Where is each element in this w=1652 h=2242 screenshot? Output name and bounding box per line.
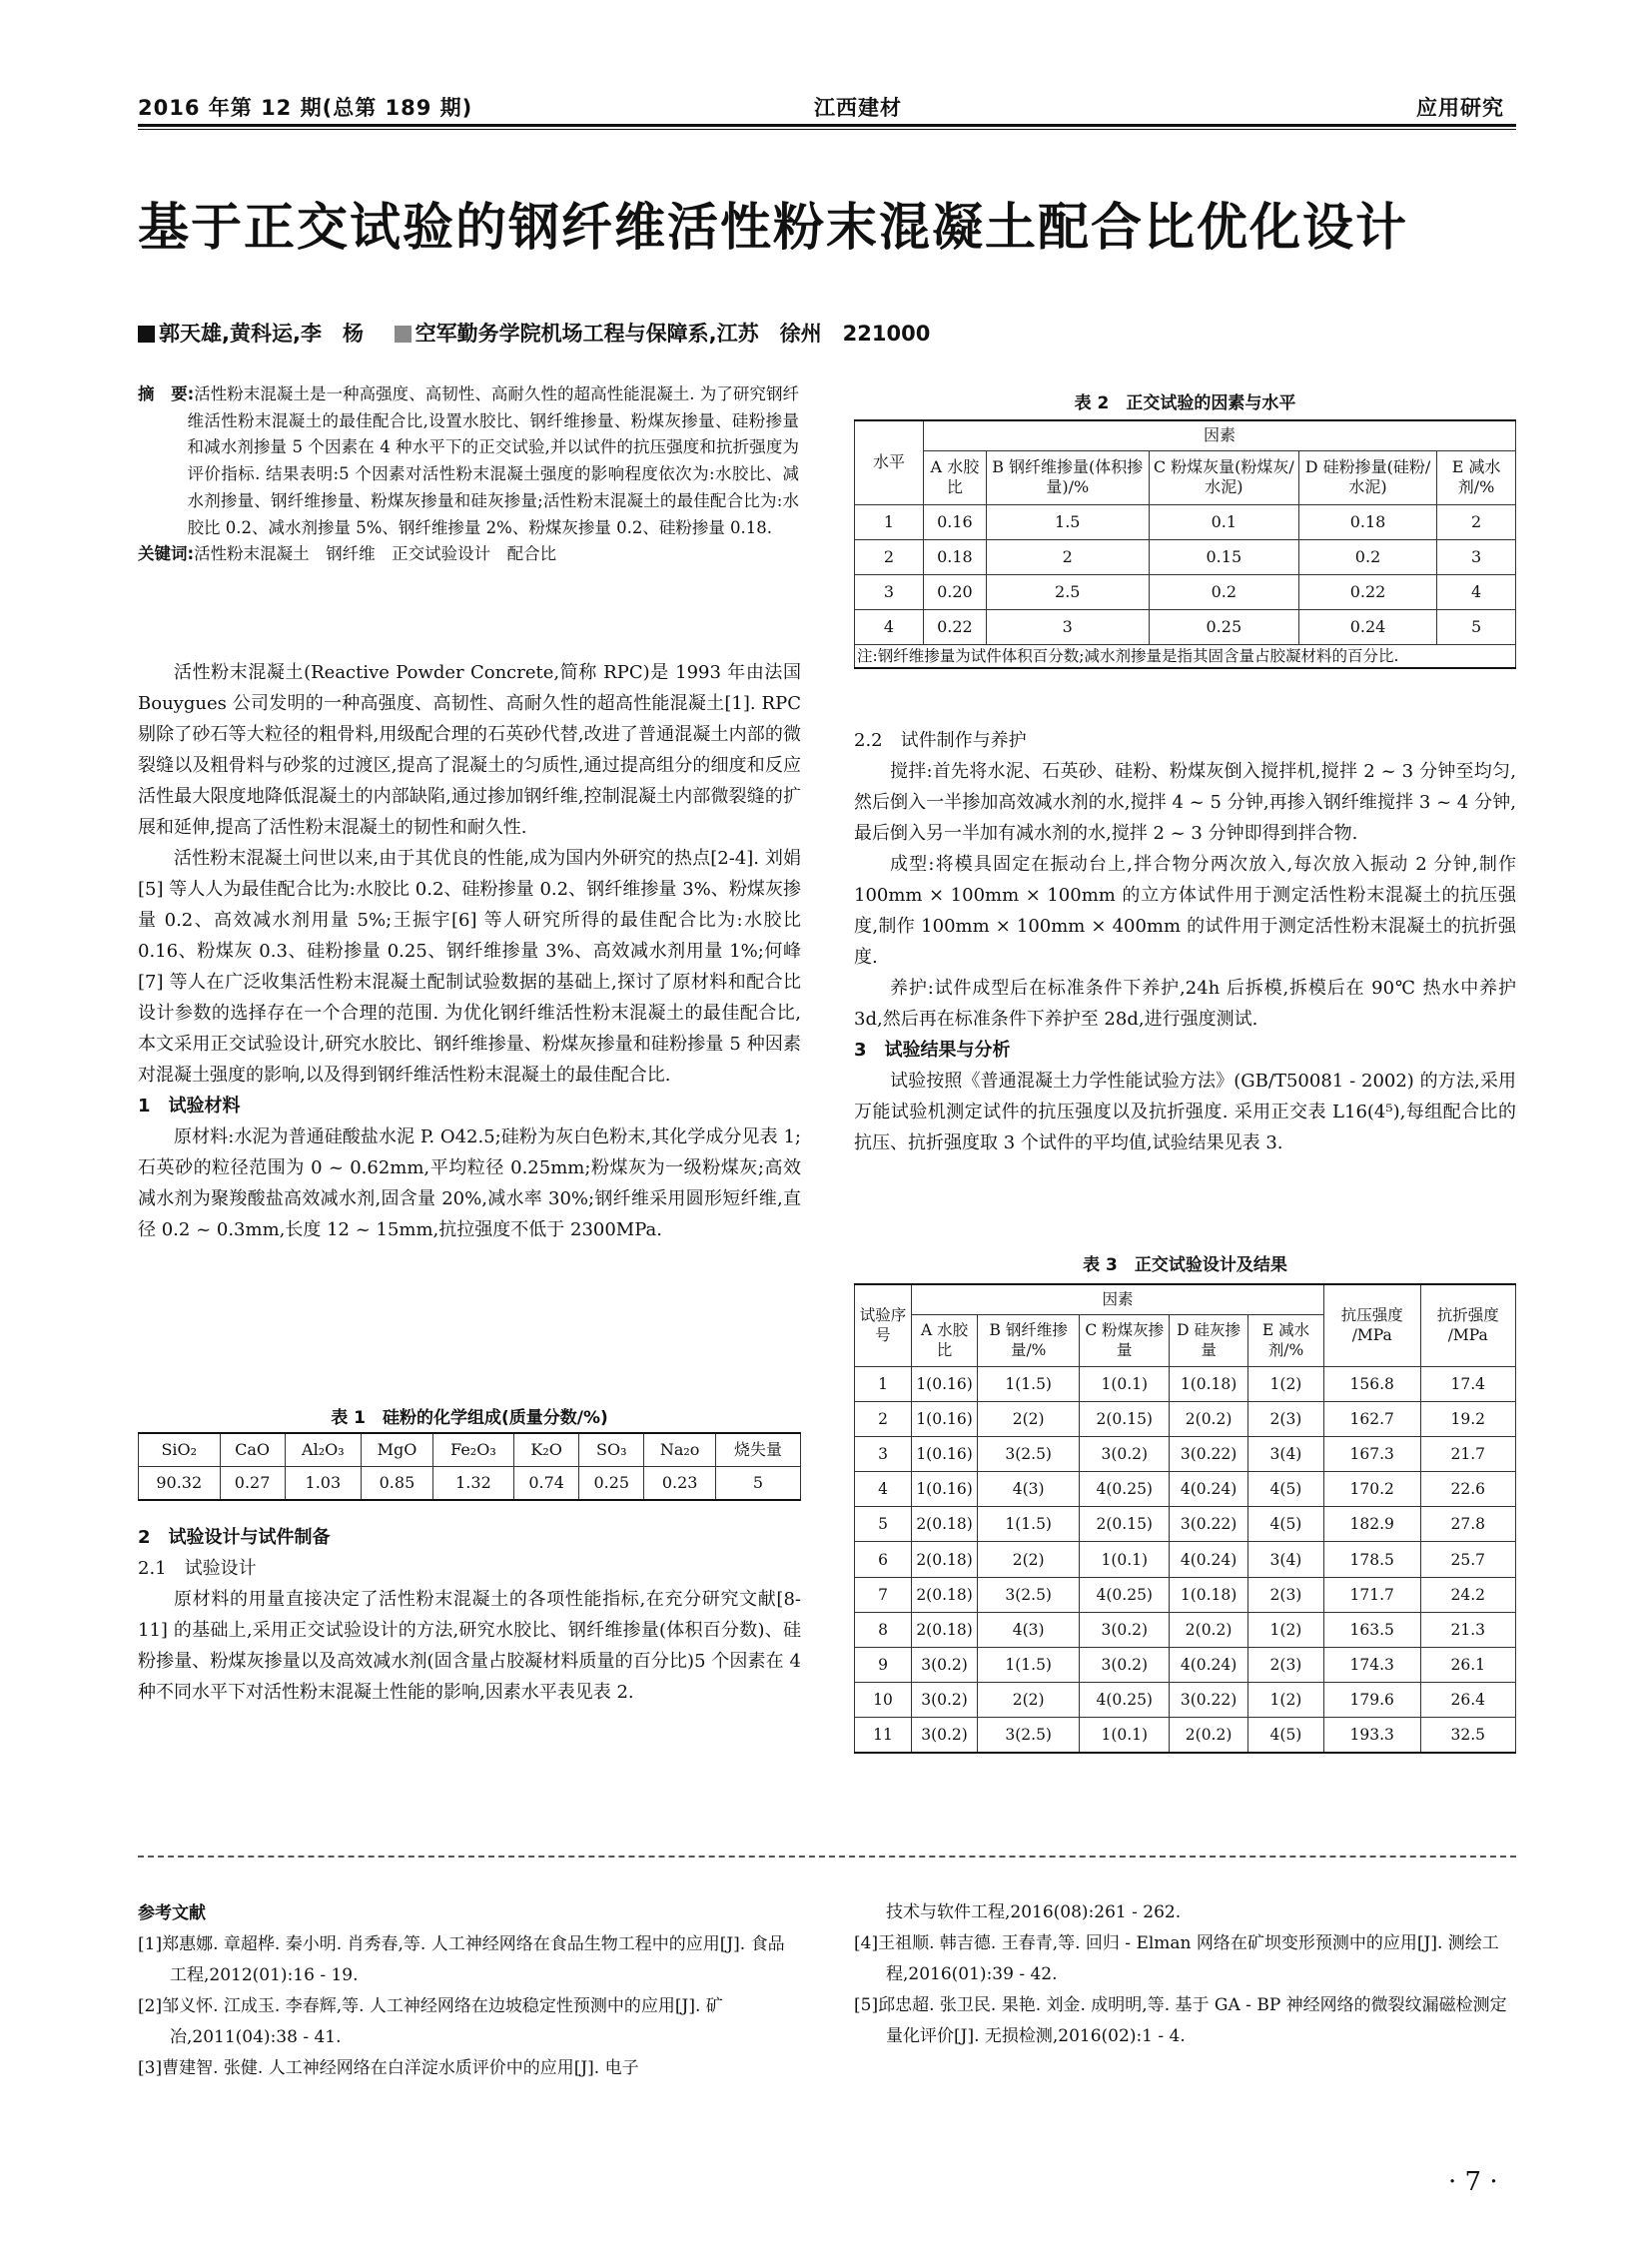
header-rule — [138, 124, 1516, 127]
table-cell: 3(0.2) — [912, 1683, 978, 1718]
table-cell: 182.9 — [1323, 1507, 1420, 1542]
table-cell: 3(0.2) — [1080, 1612, 1170, 1647]
table-cell: 3(0.2) — [912, 1648, 978, 1683]
table-cell: 3 — [855, 1436, 912, 1471]
table-1-value-cell: 0.27 — [220, 1467, 285, 1501]
grey-square-icon — [395, 326, 412, 343]
table-cell: 2(0.18) — [912, 1507, 978, 1542]
section-2-1-heading: 2.1 试验设计 — [138, 1558, 257, 1579]
table-cell: 27.8 — [1420, 1507, 1516, 1542]
section-3-heading: 3 试验结果与分析 — [854, 1040, 1011, 1061]
table-row — [855, 1401, 1516, 1436]
table-cell: 19.2 — [1420, 1401, 1516, 1436]
table-2-group-header: 因素 — [924, 420, 1516, 450]
table-cell: 2(0.2) — [1170, 1718, 1248, 1753]
curing-paragraph: 养护:试件成型后在标准条件下养护,24h 后拆模,拆模后在 90℃ 热水中养护 3d,然后再在标准条件下养护至 28d,进行强度测试. — [854, 978, 1516, 1030]
table-cell: 6 — [855, 1542, 912, 1577]
table-cell: 2 — [855, 1401, 912, 1436]
table-1-header-cell: CaO — [220, 1433, 285, 1467]
table-cell: 2(0.18) — [912, 1577, 978, 1612]
table-cell: 162.7 — [1323, 1401, 1420, 1436]
table-3 — [854, 1247, 1516, 1754]
table-1-header-row — [139, 1433, 801, 1467]
table-row — [855, 1718, 1516, 1753]
table-3-factor-header: D 硅灰掺量 — [1170, 1314, 1248, 1366]
table-cell: 1(0.18) — [1170, 1366, 1248, 1401]
table-3-grid — [854, 1283, 1516, 1754]
table-row — [855, 574, 1516, 609]
table-cell: 4(0.24) — [1170, 1542, 1248, 1577]
table-2-factor-header: E 减水剂/% — [1437, 450, 1516, 504]
table-cell: 4(0.25) — [1080, 1683, 1170, 1718]
table-cell: 0.2 — [1149, 574, 1298, 609]
table-cell: 1(0.1) — [1080, 1366, 1170, 1401]
table-cell: 0.22 — [1298, 574, 1436, 609]
table-cell: 2(2) — [978, 1401, 1080, 1436]
section-1-heading: 1 试验材料 — [138, 1096, 241, 1117]
table-2-note: 注:钢纤维掺量为试件体积百分数;减水剂掺量是指其固含量占胶凝材料的百分比. — [855, 644, 1516, 668]
reference-item: [1]郑惠娜. 章超桦. 秦小明. 肖秀春,等. 人工神经网络在食品生物工程中的应用[J]. 食品工程,2012(01):16 - 19. — [138, 1934, 785, 1985]
table-cell: 174.3 — [1323, 1648, 1420, 1683]
table-1-header-cell: MgO — [362, 1433, 433, 1467]
table-cell: 3(4) — [1247, 1542, 1323, 1577]
table-1-header-cell: SO₃ — [579, 1433, 644, 1467]
table-1-value-cell: 0.23 — [644, 1467, 716, 1501]
table-cell: 11 — [855, 1718, 912, 1753]
abstract-block — [138, 381, 799, 568]
table-2-factor-header: B 钢纤维掺量(体积掺量)/% — [986, 450, 1149, 504]
table-cell: 3(0.2) — [912, 1718, 978, 1753]
table-1-value-cell: 0.25 — [579, 1467, 644, 1501]
table-cell: 0.25 — [1149, 609, 1298, 644]
table-cell: 0.16 — [924, 504, 987, 539]
table-2-header-row — [855, 450, 1516, 504]
table-cell: 0.20 — [924, 574, 987, 609]
table-cell: 4 — [855, 609, 924, 644]
abstract-label: 摘 要: — [138, 384, 195, 403]
table-cell: 3(2.5) — [978, 1436, 1080, 1471]
table-cell: 1.5 — [986, 504, 1149, 539]
table-row — [855, 609, 1516, 644]
references-left — [138, 1897, 797, 2084]
table-cell: 1(1.5) — [978, 1507, 1080, 1542]
table-cell: 4(0.25) — [1080, 1472, 1170, 1507]
keywords-text: 活性粉末混凝土 钢纤维 正交试验设计 配合比 — [194, 544, 557, 564]
table-cell: 2(0.18) — [912, 1612, 978, 1647]
table-1 — [138, 1404, 801, 1501]
table-cell: 3(0.2) — [1080, 1436, 1170, 1471]
table-1-caption: 表 1 硅粉的化学组成(质量分数/%) — [331, 1408, 608, 1428]
table-cell: 2(2) — [978, 1542, 1080, 1577]
table-3-flexural-header: 抗折强度 /MPa — [1420, 1284, 1516, 1366]
table-cell: 4(0.25) — [1080, 1577, 1170, 1612]
table-1-header-cell: Na₂o — [644, 1433, 716, 1467]
journal-name: 江西建材 — [814, 96, 902, 120]
references-right — [854, 1897, 1516, 2052]
table-cell: 2(0.15) — [1080, 1507, 1170, 1542]
right-body — [854, 725, 1516, 1158]
table-cell: 8 — [855, 1612, 912, 1647]
table-cell: 179.6 — [1323, 1683, 1420, 1718]
table-cell: 26.1 — [1420, 1648, 1516, 1683]
table-cell: 2(0.2) — [1170, 1401, 1248, 1436]
table-3-factor-header: C 粉煤灰掺量 — [1080, 1314, 1170, 1366]
table-cell: 7 — [855, 1577, 912, 1612]
table-cell: 4(5) — [1247, 1472, 1323, 1507]
table-cell: 193.3 — [1323, 1718, 1420, 1753]
table-cell: 32.5 — [1420, 1718, 1516, 1753]
section-2-heading: 2 试验设计与试件制备 — [138, 1527, 331, 1548]
table-cell: 167.3 — [1323, 1436, 1420, 1471]
table-cell: 0.2 — [1298, 539, 1436, 574]
reference-item: [2]邹义怀. 江成玉. 李春辉,等. 人工神经网络在边坡稳定性预测中的应用[J]. 矿冶,2011(04):38 - 41. — [138, 1996, 723, 2047]
table-1-header-cell: Al₂O₃ — [285, 1433, 361, 1467]
table-3-caption: 表 3 正交试验设计及结果 — [1083, 1255, 1287, 1275]
table-row — [855, 539, 1516, 574]
table-cell: 0.15 — [1149, 539, 1298, 574]
table-1-value-cell: 5 — [715, 1467, 800, 1501]
table-cell: 21.7 — [1420, 1436, 1516, 1471]
table-cell: 3(0.22) — [1170, 1436, 1248, 1471]
table-row — [855, 1472, 1516, 1507]
table-3-factor-header: E 减水剂/% — [1247, 1314, 1323, 1366]
table-cell: 2(3) — [1247, 1577, 1323, 1612]
table-2-caption: 表 2 正交试验的因素与水平 — [1074, 393, 1296, 413]
table-cell: 4(5) — [1247, 1507, 1323, 1542]
table-cell: 0.18 — [924, 539, 987, 574]
table-cell: 3(2.5) — [978, 1577, 1080, 1612]
table-cell: 1(2) — [1247, 1612, 1323, 1647]
table-1-value-cell: 1.03 — [285, 1467, 361, 1501]
table-2-factor-header: C 粉煤灰量(粉煤灰/水泥) — [1149, 450, 1298, 504]
article-title: 基于正交试验的钢纤维活性粉末混凝土配合比优化设计 — [138, 199, 1409, 258]
forming-paragraph: 成型:将模具固定在振动台上,拌合物分两次放入,每次放入振动 2 分钟,制作 100mm × 100mm × 100mm 的立方体试件用于测定活性粉末混凝土的抗压强度,制作 100mm × 100mm × 400mm 的试件用于测定活性粉末混凝土的抗折强度. — [854, 854, 1516, 968]
table-cell: 2(0.15) — [1080, 1401, 1170, 1436]
table-cell: 3(4) — [1247, 1436, 1323, 1471]
affiliation: 空军勤务学院机场工程与保障系,江苏 徐州 221000 — [414, 322, 931, 346]
table-cell: 26.4 — [1420, 1683, 1516, 1718]
table-cell: 4 — [1437, 574, 1516, 609]
reference-item: [4]王祖顺. 韩吉德. 王春青,等. 回归 - Elman 网络在矿坝变形预测中的应用[J]. 测绘工程,2016(01):39 - 42. — [854, 1933, 1499, 1984]
table-cell: 24.2 — [1420, 1577, 1516, 1612]
mixing-paragraph: 搅拌:首先将水泥、石英砂、硅粉、粉煤灰倒入搅拌机,搅拌 2 ~ 3 分钟至均匀,然后倒入一半掺加高效减水剂的水,搅拌 4 ~ 5 分钟,再掺入钢纤维搅拌 3 ~ 4 分钟,最后倒入另一半加有减水剂的水,搅拌 2 ~ 3 分钟即得到拌合物. — [854, 761, 1516, 844]
author-line — [138, 318, 930, 348]
table-row — [855, 504, 1516, 539]
results-paragraph: 试验按照《普通混凝土力学性能试验方法》(GB/T50081 - 2002) 的方法,采用万能试验机测定试件的抗压强度以及抗折强度. 采用正交表 L16(4⁵),每组配合比的抗压、抗折强度取 3 个试件的平均值,试验结果见表 3. — [854, 1071, 1516, 1153]
keywords-label: 关键词: — [138, 544, 195, 564]
table-1-grid — [138, 1432, 801, 1501]
table-3-index-header: 试验序号 — [855, 1284, 912, 1366]
table-cell: 3(0.22) — [1170, 1507, 1248, 1542]
table-3-group-header: 因素 — [912, 1284, 1324, 1314]
table-row — [855, 1648, 1516, 1683]
table-cell: 3(0.2) — [1080, 1648, 1170, 1683]
left-body-2 — [138, 1522, 801, 1708]
reference-item: [3]曹建智. 张健. 人工神经网络在白洋淀水质评价中的应用[J]. 电子 — [138, 2058, 639, 2078]
table-cell: 2(0.2) — [1170, 1612, 1248, 1647]
table-1-value-cell: 1.32 — [432, 1467, 513, 1501]
table-cell: 163.5 — [1323, 1612, 1420, 1647]
table-cell: 171.7 — [1323, 1577, 1420, 1612]
table-row — [855, 1542, 1516, 1577]
table-1-value-cell: 90.32 — [139, 1467, 221, 1501]
table-cell: 1 — [855, 1366, 912, 1401]
black-square-icon — [138, 326, 155, 343]
table-cell: 5 — [855, 1507, 912, 1542]
table-cell: 2(3) — [1247, 1648, 1323, 1683]
table-cell: 0.18 — [1298, 504, 1436, 539]
author-names: 郭天雄,黄科运,李 杨 — [159, 322, 364, 346]
table-cell: 3 — [855, 574, 924, 609]
table-cell: 0.22 — [924, 609, 987, 644]
table-cell: 25.7 — [1420, 1542, 1516, 1577]
issue-info: 2016 年第 12 期(总第 189 期) — [138, 96, 473, 120]
section-2-1-paragraph: 原材料的用量直接决定了活性粉末混凝土的各项性能指标,在充分研究文献[8-11] 的基础上,采用正交试验设计的方法,研究水胶比、钢纤维掺量(体积百分数)、硅粉掺量、粉煤灰掺量以及高效减水剂(固含量占胶凝材料质量的百分比)5 个因素在 4 种不同水平下对活性粉末混凝土性能的影响,因素水平表见表 2. — [138, 1589, 801, 1703]
table-cell: 4(3) — [978, 1472, 1080, 1507]
table-cell: 10 — [855, 1683, 912, 1718]
reference-continuation: 技术与软件工程,2016(08):261 - 262. — [886, 1902, 1182, 1922]
references-title: 参考文献 — [138, 1903, 206, 1923]
table-1-header-cell: SiO₂ — [139, 1433, 221, 1467]
table-row — [855, 1612, 1516, 1647]
table-cell: 1 — [855, 504, 924, 539]
table-cell: 0.1 — [1149, 504, 1298, 539]
table-cell: 4(3) — [978, 1612, 1080, 1647]
dashed-separator — [138, 1856, 1516, 1858]
table-cell: 3(0.22) — [1170, 1683, 1248, 1718]
table-3-compressive-header: 抗压强度 /MPa — [1323, 1284, 1420, 1366]
section-2-2-heading: 2.2 试件制作与养护 — [854, 730, 1027, 751]
table-cell: 4 — [855, 1472, 912, 1507]
table-cell: 1(0.16) — [912, 1436, 978, 1471]
table-1-header-cell: 烧失量 — [715, 1433, 800, 1467]
table-cell: 22.6 — [1420, 1472, 1516, 1507]
table-row — [855, 1366, 1516, 1401]
table-cell: 2(3) — [1247, 1401, 1323, 1436]
table-1-value-row — [139, 1467, 801, 1501]
table-2-level-header: 水平 — [855, 420, 924, 504]
table-cell: 1(0.16) — [912, 1472, 978, 1507]
table-2 — [854, 387, 1516, 669]
table-cell: 1(0.16) — [912, 1366, 978, 1401]
table-cell: 0.24 — [1298, 609, 1436, 644]
table-3-factor-header: B 钢纤维掺量/% — [978, 1314, 1080, 1366]
header-rule-thin — [138, 129, 1516, 130]
table-1-value-cell: 0.85 — [362, 1467, 433, 1501]
section-1-paragraph: 原材料:水泥为普通硅酸盐水泥 P. O42.5;硅粉为灰白色粉末,其化学成分见表 1;石英砂的粒径范围为 0 ~ 0.62mm,平均粒径 0.25mm;粉煤灰为一级粉煤灰;高效减水剂为聚羧酸盐高效减水剂,固含量 20%,减水率 30%;钢纤维采用圆形短纤维,直径 0.2 ~ 0.3mm,长度 12 ~ 15mm,抗拉强度不低于 2300MPa. — [138, 1126, 801, 1240]
left-body — [138, 657, 801, 1245]
table-cell: 3 — [1437, 539, 1516, 574]
table-cell: 170.2 — [1323, 1472, 1420, 1507]
table-cell: 2 — [986, 539, 1149, 574]
table-cell: 1(1.5) — [978, 1648, 1080, 1683]
table-cell: 1(2) — [1247, 1366, 1323, 1401]
table-cell: 5 — [1437, 609, 1516, 644]
table-cell: 178.5 — [1323, 1542, 1420, 1577]
intro-paragraph-2: 活性粉末混凝土问世以来,由于其优良的性能,成为国内外研究的热点[2-4]. 刘娟[5] 等人人为最佳配合比为:水胶比 0.2、硅粉掺量 0.2、钢纤维掺量 3%、粉煤灰掺量 0.2、高效减水剂用量 5%;王振宇[6] 等人研究所得的最佳配合比为:水胶比 0.16、粉煤灰 0.3、硅粉掺量 0.25、钢纤维掺量 3%、高效减水剂用量 1%;何峰[7] 等人在广泛收集活性粉末混凝土配制试验数据的基础上,探讨了原材料和配合比设计参数的选择存在一个合理的范围. 为优化钢纤维活性粉末混凝土的最佳配合比,本文采用正交试验设计,研究水胶比、钢纤维掺量、粉煤灰掺量和硅粉掺量 5 种因素对混凝土强度的影响,以及得到钢纤维活性粉末混凝土的最佳配合比. — [138, 848, 801, 1086]
table-1-header-cell: K₂O — [514, 1433, 579, 1467]
table-row — [855, 1577, 1516, 1612]
table-row — [855, 1436, 1516, 1471]
table-1-header-cell: Fe₂O₃ — [432, 1433, 513, 1467]
page-number: · 7 · — [1448, 2167, 1498, 2197]
table-2-factor-header: D 硅粉掺量(硅粉/水泥) — [1298, 450, 1436, 504]
table-3-factor-header: A 水胶比 — [912, 1314, 978, 1366]
table-cell: 3 — [986, 609, 1149, 644]
table-row — [855, 1507, 1516, 1542]
table-cell: 4(0.24) — [1170, 1472, 1248, 1507]
table-cell: 2(2) — [978, 1683, 1080, 1718]
table-cell: 1(2) — [1247, 1683, 1323, 1718]
table-2-grid — [854, 419, 1516, 669]
intro-paragraph-1: 活性粉末混凝土(Reactive Powder Concrete,简称 RPC)是 1993 年由法国 Bouygues 公司发明的一种高强度、高韧性、高耐久性的超高性能混凝土[1]. RPC 剔除了砂石等大粒径的粗骨料,用级配合理的石英砂代替,改进了普通混凝土内部的微裂缝以及粗骨料与砂浆的过渡区,提高了混凝土的匀质性,通过提高组分的细度和反应活性最大限度地降低混凝土的内部缺陷,通过掺加钢纤维,控制混凝土内部微裂缝的扩展和延伸,提高了活性粉末混凝土的韧性和耐久性. — [138, 662, 801, 838]
abstract-text: 活性粉末混凝土是一种高强度、高韧性、高耐久性的超高性能混凝土. 为了研究钢纤维活性粉末混凝土的最佳配合比,设置水胶比、钢纤维掺量、粉煤灰掺量、硅粉掺量和减水剂掺量 5 个因素在 4 种水平下的正交试验,并以试件的抗压强度和抗折强度为评价指标. 结果表明:5 个因素对活性粉末混凝土强度的影响程度依次为:水胶比、减水剂掺量、钢纤维掺量、粉煤灰掺量和硅灰掺量;活性粉末混凝土的最佳配合比为:水胶比 0.2、减水剂掺量 5%、钢纤维掺量 2%、粉煤灰掺量 0.2、硅粉掺量 0.18. — [187, 384, 799, 537]
table-cell: 1(0.18) — [1170, 1577, 1248, 1612]
table-cell: 1(0.16) — [912, 1401, 978, 1436]
table-1-value-cell: 0.74 — [514, 1467, 579, 1501]
table-cell: 2 — [855, 539, 924, 574]
table-cell: 9 — [855, 1648, 912, 1683]
section-name: 应用研究 — [1416, 96, 1504, 120]
table-cell: 156.8 — [1323, 1366, 1420, 1401]
table-cell: 2(0.18) — [912, 1542, 978, 1577]
table-cell: 1(0.1) — [1080, 1718, 1170, 1753]
table-cell: 3(2.5) — [978, 1718, 1080, 1753]
table-cell: 1(1.5) — [978, 1366, 1080, 1401]
table-cell: 1(0.1) — [1080, 1542, 1170, 1577]
table-cell: 2 — [1437, 504, 1516, 539]
table-cell: 21.3 — [1420, 1612, 1516, 1647]
table-cell: 17.4 — [1420, 1366, 1516, 1401]
table-cell: 2.5 — [986, 574, 1149, 609]
table-row — [855, 1683, 1516, 1718]
table-2-factor-header: A 水胶比 — [924, 450, 987, 504]
table-cell: 4(5) — [1247, 1718, 1323, 1753]
table-cell: 4(0.24) — [1170, 1648, 1248, 1683]
reference-item: [5]邱忠超. 张卫民. 果艳. 刘金. 成明明,等. 基于 GA - BP 神经网络的微裂纹漏磁检测定量化评价[J]. 无损检测,2016(02):1 - 4. — [854, 1995, 1507, 2046]
